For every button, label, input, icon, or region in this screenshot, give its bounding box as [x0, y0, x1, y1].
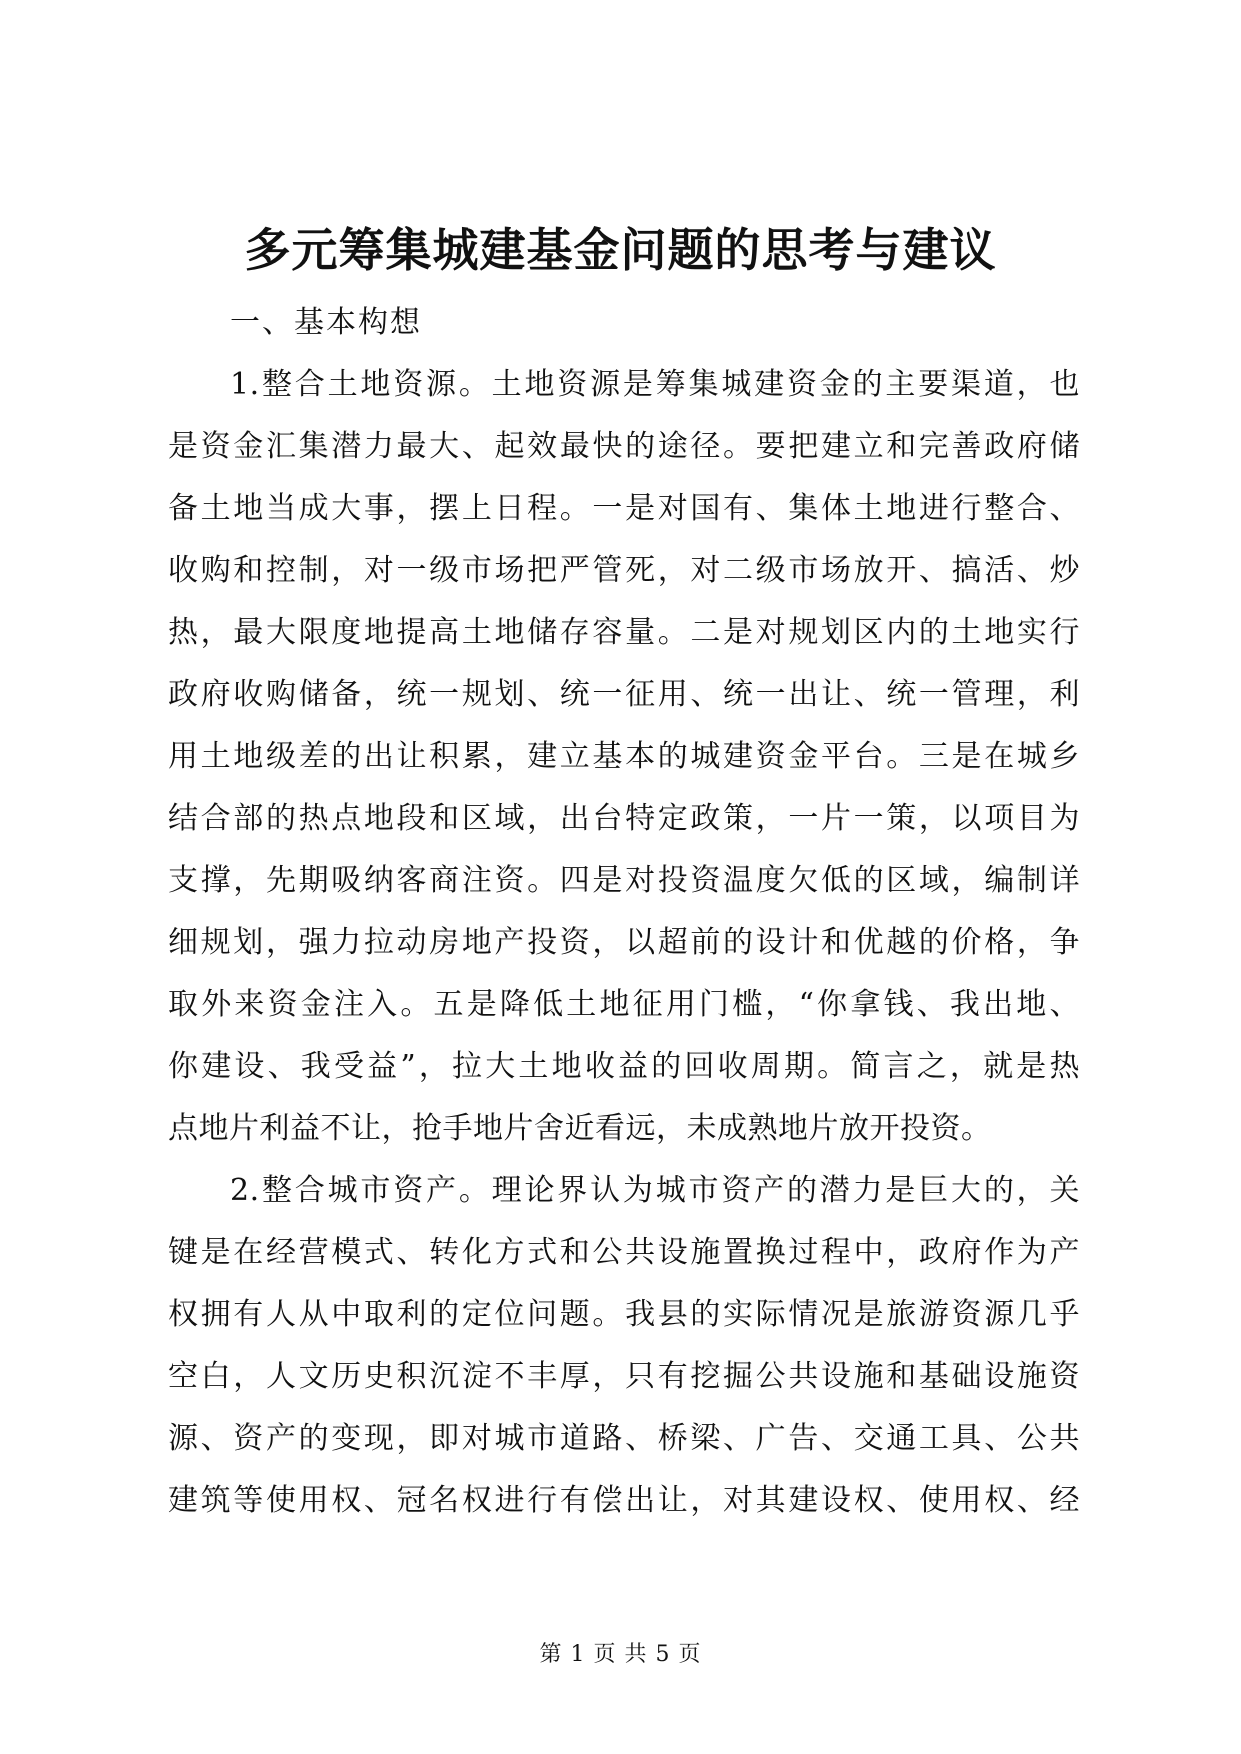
paragraph-2: [168, 1160, 1080, 1532]
text-line: 政府收购储备，统一规划、统一征用、统一出让、统一管理，利: [168, 677, 1080, 712]
text-line: 收购和控制，对一级市场把严管死，对二级市场放开、搞活、炒: [168, 553, 1080, 588]
page-number-footer: 第 1 页 共 5 页: [539, 1642, 702, 1667]
text-line: 热，最大限度地提高土地储存容量。二是对规划区内的土地实行: [168, 615, 1080, 650]
text-line: 用土地级差的出让积累，建立基本的城建资金平台。三是在城乡: [168, 739, 1080, 774]
text-line: 取外来资金注入。五是降低土地征用门槛，“你拿钱、我出地、: [168, 987, 1080, 1022]
document-body: [168, 292, 1080, 1532]
text-line: 空白，人文历史积沉淀不丰厚，只有挖掘公共设施和基础设施资: [168, 1359, 1080, 1394]
text-line: 2.整合城市资产。理论界认为城市资产的潜力是巨大的，关: [230, 1173, 1080, 1208]
text-line: 点地片利益不让，抢手地片舍近看远，未成熟地片放开投资。: [168, 1111, 992, 1146]
text-line: 建筑等使用权、冠名权进行有偿出让，对其建设权、使用权、经: [168, 1483, 1080, 1518]
text-line: 备土地当成大事，摆上日程。一是对国有、集体土地进行整合、: [168, 491, 1080, 526]
paragraph-1: [168, 354, 1080, 1160]
section-heading: 一、基本构想: [230, 305, 422, 340]
text-line: 源、资产的变现，即对城市道路、桥梁、广告、交通工具、公共: [168, 1421, 1080, 1456]
text-line: 1.整合土地资源。土地资源是筹集城建资金的主要渠道，也: [230, 367, 1080, 402]
text-line: 结合部的热点地段和区域，出台特定政策，一片一策，以项目为: [168, 801, 1080, 836]
text-line: 是资金汇集潜力最大、起效最快的途径。要把建立和完善政府储: [168, 429, 1080, 464]
text-line: 你建设、我受益”，拉大土地收益的回收周期。简言之，就是热: [168, 1049, 1080, 1084]
text-line: 权拥有人从中取利的定位问题。我县的实际情况是旅游资源几乎: [168, 1297, 1080, 1332]
document-title: 多元筹集城建基金问题的思考与建议: [244, 223, 997, 277]
text-line: 支撑，先期吸纳客商注资。四是对投资温度欠低的区域，编制详: [168, 863, 1080, 898]
text-line: 键是在经营模式、转化方式和公共设施置换过程中，政府作为产: [168, 1235, 1080, 1270]
text-line: 细规划，强力拉动房地产投资，以超前的设计和优越的价格，争: [168, 925, 1080, 960]
